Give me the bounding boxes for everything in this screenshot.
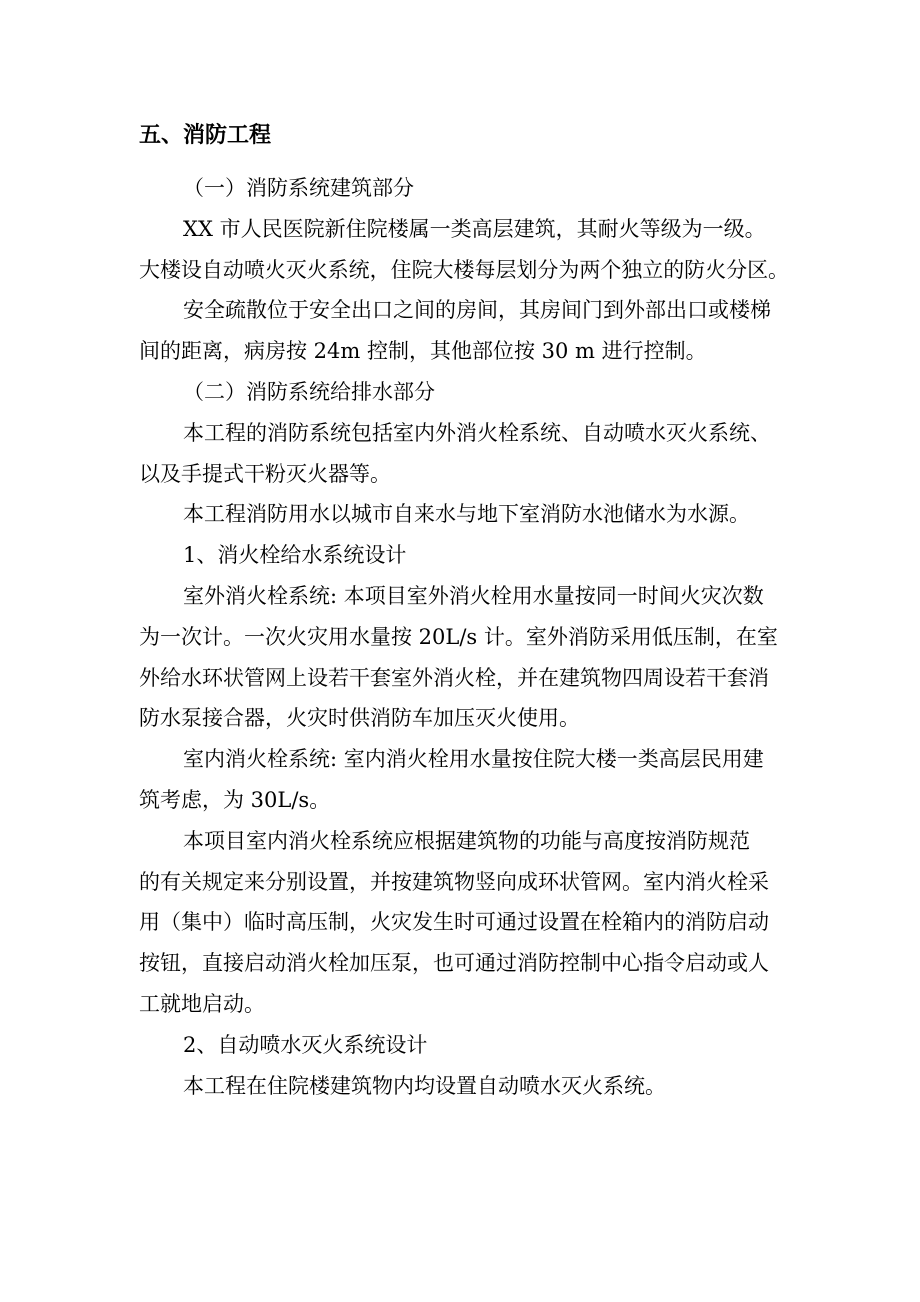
paragraph-line: 防水泵接合器，火灾时供消防车加压灭火使用。	[139, 706, 580, 731]
paragraph-line: （一）消防系统建筑部分	[183, 176, 414, 200]
paragraph-line: 用（集中）临时高压制，火灾发生时可通过设置在栓箱内的消防启动	[139, 910, 769, 935]
paragraph-line: 本项目室内消火栓系统应根据建筑物的功能与高度按消防规范	[183, 828, 750, 853]
paragraph	[139, 494, 789, 535]
paragraph-line: 本工程的消防系统包括室内外消火栓系统、自动喷水灭火系统、	[183, 420, 771, 445]
paragraph-line: 间的距离，病房按 24m 控制，其他部位按 30 m 进行控制。	[139, 339, 707, 364]
paragraph-line: 以及手提式干粉灭火器等。	[139, 461, 391, 486]
paragraph	[139, 739, 789, 821]
paragraph	[139, 535, 789, 576]
section-title: 五、消防工程	[139, 123, 272, 148]
paragraph	[139, 821, 789, 1025]
paragraph	[139, 1066, 789, 1107]
paragraph	[139, 209, 789, 291]
paragraph	[139, 576, 789, 739]
paragraph-line: 外给水环状管网上设若干套室外消火栓，并在建筑物四周设若干套消	[139, 665, 769, 690]
paragraph-line: 2、自动喷水灭火系统设计	[183, 1032, 428, 1057]
paragraph-line: 筑考虑，为 30L/s。	[139, 787, 331, 812]
paragraph	[139, 290, 789, 372]
paragraph-line: 安全疏散位于安全出口之间的房间，其房间门到外部出口或楼梯	[183, 298, 771, 323]
paragraph-line: 工就地启动。	[139, 991, 265, 1016]
paragraph-line: 1、消火栓给水系统设计	[183, 543, 407, 568]
paragraph-line: 按钮，直接启动消火栓加压泵，也可通过消防控制中心指令启动或人	[139, 951, 769, 976]
paragraph-line: 本工程在住院楼建筑物内均设置自动喷水灭火系统。	[183, 1073, 666, 1098]
paragraph-line: 室内消火栓系统: 室内消火栓用水量按住院大楼一类高层民用建	[183, 747, 764, 772]
paragraph-line: 为一次计。一次火灾用水量按 20L/s 计。室外消防采用低压制，在室	[139, 624, 778, 649]
paragraph-list	[139, 168, 789, 1106]
document-body	[139, 112, 789, 1106]
paragraph-line: 室外消火栓系统: 本项目室外消火栓用水量按同一时间火灾次数	[183, 583, 764, 608]
paragraph-line: 本工程消防用水以城市自来水与地下室消防水池储水为水源。	[183, 502, 750, 527]
paragraph	[139, 168, 789, 209]
paragraph-line: XX 市人民医院新住院楼属一类高层建筑，其耐火等级为一级。	[183, 216, 766, 241]
paragraph-line: 的有关规定来分别设置，并按建筑物竖向成环状管网。室内消火栓采	[139, 869, 769, 894]
paragraph	[139, 372, 789, 413]
paragraph-line: 大楼设自动喷火灭火系统，住院大楼每层划分为两个独立的防火分区。	[139, 257, 790, 282]
paragraph	[139, 413, 789, 495]
paragraph-line: （二）消防系统给排水部分	[183, 379, 435, 404]
paragraph	[139, 1025, 789, 1066]
